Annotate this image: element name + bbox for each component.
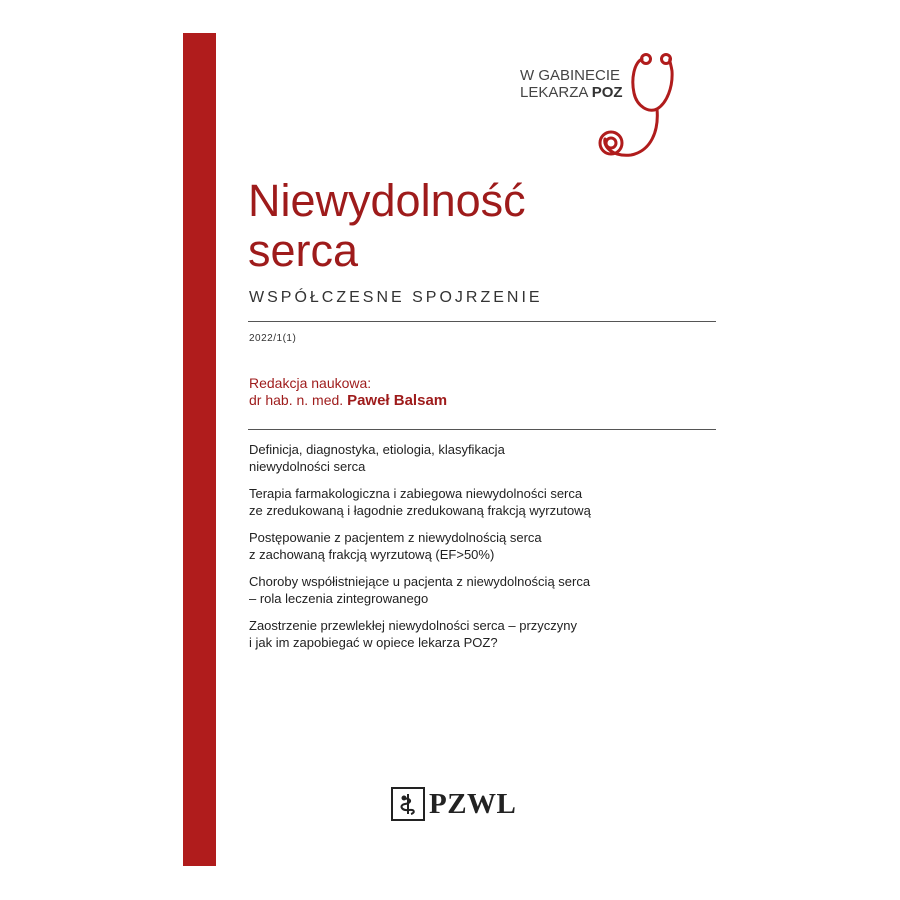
toc-item (249, 529, 709, 563)
toc-item (249, 441, 709, 475)
toc-item (249, 485, 709, 519)
editor-label: Redakcja naukowa: (249, 375, 372, 391)
toc-item-line-2: i jak im zapobiegać w opiece lekarza POZ? (249, 635, 498, 650)
toc-item (249, 617, 709, 651)
divider-top (248, 321, 716, 322)
toc-item-line-2: – rola leczenia zintegrowanego (249, 591, 429, 606)
book-subtitle: WSPÓŁCZESNE SPOJRZENIE (249, 289, 543, 306)
toc-item-line-1: Postępowanie z pacjentem z niewydolnością serca (249, 530, 542, 545)
toc-item-line-2: z zachowaną frakcją wyrzutową (EF>50%) (249, 547, 495, 562)
series-line-2-prefix: LEKARZA (520, 84, 592, 101)
divider-bottom (248, 429, 716, 430)
toc-item-line-1: Zaostrzenie przewlekłej niewydolności serca – przyczyny (249, 618, 578, 633)
issue-number: 2022/1(1) (249, 333, 297, 344)
table-of-contents (249, 441, 709, 661)
editor-name: Paweł Balsam (347, 392, 448, 409)
toc-item-line-2: ze zredukowaną i łagodnie zredukowaną frakcją wyrzutową (249, 503, 591, 518)
snake-emblem-icon (395, 791, 421, 817)
red-spine-bar (183, 33, 216, 866)
title-line-1: Niewydolność (248, 175, 526, 226)
toc-item (249, 573, 709, 607)
book-cover (183, 33, 716, 866)
publisher-name: PZWL (429, 787, 517, 820)
toc-item-line-1: Terapia farmakologiczna i zabiegowa niewydolności serca (249, 486, 583, 501)
publisher-logo-icon (391, 787, 425, 821)
editor-degree: dr hab. n. med. (249, 392, 344, 408)
series-line-2-bold: POZ (591, 84, 623, 101)
toc-item-line-1: Choroby współistniejące u pacjenta z niewydolnością serca (249, 574, 591, 589)
series-line-1: W GABINECIE (520, 67, 621, 84)
editor-line (249, 392, 447, 409)
editor-block (249, 375, 447, 409)
title-line-2: serca (248, 225, 359, 276)
toc-item-line-1: Definicja, diagnostyka, etiologia, klasyfikacja (249, 442, 505, 457)
publisher-logo (391, 787, 516, 821)
toc-item-line-2: niewydolności serca (249, 459, 366, 474)
stethoscope-icon (591, 51, 701, 163)
book-title (248, 176, 526, 276)
